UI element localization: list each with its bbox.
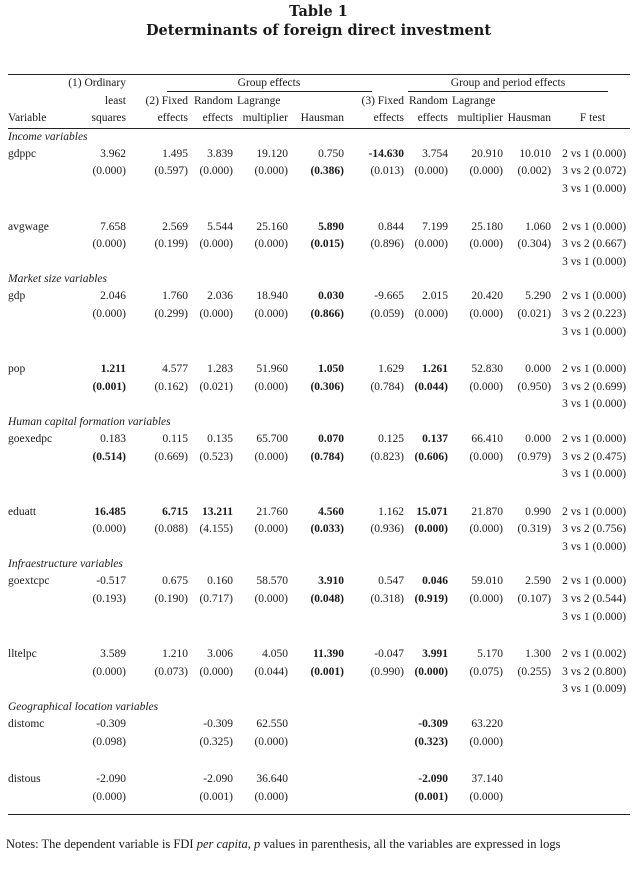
coefficient-cell: 21.870 — [471, 505, 503, 518]
pvalue-cell: (0.597) — [154, 165, 188, 178]
pvalue-row — [8, 734, 630, 752]
pvalue-cell: (0.001) — [92, 380, 126, 393]
pvalue-cell: (0.936) — [370, 523, 404, 536]
pvalue-cell: (0.059) — [370, 307, 404, 320]
pvalue-cell — [348, 734, 408, 752]
pvalue-cell: (0.000) — [469, 165, 503, 178]
variable-name: gdppc — [8, 147, 37, 160]
pvalue-cell: (0.001) — [310, 665, 344, 678]
pvalue-cell: (0.000) — [254, 307, 288, 320]
table-row — [8, 504, 630, 522]
lagrange-gp-header: Lagrange — [452, 94, 496, 107]
coefficient-cell: 52.830 — [471, 363, 503, 376]
group-effects-header: Group effects — [130, 75, 408, 93]
coefficient-cell: 7.658 — [100, 220, 126, 233]
pvalue-cell: (0.514) — [92, 450, 126, 463]
group-period-effects-header: Group and period effects — [408, 75, 555, 93]
pvalue-cell: (0.319) — [517, 523, 552, 536]
coefficient-cell: 19.120 — [256, 147, 288, 160]
pvalue-row — [8, 789, 630, 807]
coefficient-cell: 0.844 — [378, 220, 404, 233]
pvalue-cell: (0.304) — [517, 238, 552, 251]
pvalue-cell: (0.000) — [469, 238, 503, 251]
coefficient-cell: 5.170 — [477, 648, 503, 661]
pvalue-cell — [130, 789, 192, 807]
pvalue-cell: (0.606) — [414, 450, 448, 463]
table-row — [8, 361, 630, 379]
pvalue-cell: (0.033) — [310, 523, 344, 536]
ftest-cell: 3 vs 1 (0.000) — [562, 610, 627, 623]
spacer-row — [8, 341, 630, 361]
results-table — [8, 74, 630, 815]
coefficient-cell: 3.991 — [422, 648, 448, 661]
coefficient-cell: 65.700 — [256, 432, 288, 445]
coefficient-cell: 10.010 — [519, 147, 552, 160]
variable-name: gdp — [8, 290, 26, 303]
table-row — [8, 646, 630, 664]
pvalue-cell: (0.021) — [517, 307, 552, 320]
pvalue-cell: (0.000) — [469, 380, 503, 393]
pvalue-cell: (0.000) — [92, 523, 126, 536]
coefficient-cell — [292, 771, 348, 789]
pvalue-cell: (0.784) — [310, 450, 344, 463]
coefficient-cell: 3.006 — [207, 648, 233, 661]
pvalue-cell: (0.717) — [199, 593, 233, 606]
random-gp-header: Random — [409, 94, 448, 107]
coefficient-cell — [348, 771, 408, 789]
coefficient-cell: 1.211 — [100, 363, 126, 376]
coefficient-cell: 4.577 — [162, 363, 188, 376]
coefficient-cell: 2.015 — [422, 290, 448, 303]
ftest-cell: 3 vs 2 (0.072) — [562, 165, 627, 178]
hausman-header: Hausman — [292, 110, 348, 128]
spacer-row — [8, 484, 630, 504]
variable-name: goexedpc — [8, 432, 53, 445]
pvalue-cell: (0.000) — [199, 165, 233, 178]
ftest-cell: 3 vs 2 (0.699) — [562, 380, 627, 393]
pvalue-cell — [507, 734, 555, 752]
pvalue-cell: (0.000) — [199, 238, 233, 251]
section-row — [8, 271, 630, 288]
pvalue-cell: (0.896) — [370, 238, 404, 251]
coefficient-cell: -9.665 — [374, 290, 404, 303]
pvalue-cell: (0.000) — [254, 790, 288, 803]
ftest-extra-row — [8, 181, 630, 199]
variable-name: eduatt — [8, 505, 37, 518]
coefficient-cell: 37.140 — [471, 773, 503, 786]
table-notes: Notes: The dependent variable is FDI per capita, p values in parenthesis, all the variables are expressed in logs — [6, 837, 561, 851]
table-row — [8, 771, 630, 789]
coefficient-cell: 0.137 — [422, 432, 448, 445]
coefficient-cell: 5.890 — [318, 220, 344, 233]
pvalue-cell: (0.044) — [414, 380, 448, 393]
pvalue-cell: (0.015) — [310, 238, 344, 251]
pvalue-cell: (0.000) — [469, 450, 503, 463]
coefficient-cell: 1.050 — [318, 363, 344, 376]
ftest-cell: 3 vs 2 (0.544) — [562, 593, 627, 606]
coefficient-cell: 62.550 — [256, 718, 288, 731]
coefficient-cell: 16.485 — [94, 505, 126, 518]
coefficient-cell: 0.135 — [207, 432, 233, 445]
pvalue-row — [8, 449, 630, 467]
ols-header-3: squares — [66, 110, 130, 128]
lagrange-group-header: Lagrange — [237, 94, 281, 107]
coefficient-cell: 0.046 — [422, 575, 448, 588]
coefficient-cell: 6.715 — [162, 505, 188, 518]
multiplier-header: multiplier — [452, 110, 507, 128]
pvalue-cell: (0.000) — [469, 307, 503, 320]
pvalue-cell: (0.000) — [254, 523, 288, 536]
ftest-cell: 2 vs 1 (0.000) — [562, 575, 627, 588]
pvalue-cell: (0.044) — [254, 665, 288, 678]
table-row — [8, 219, 630, 237]
coefficient-cell: 1.495 — [162, 147, 188, 160]
coefficient-cell: 1.629 — [378, 363, 404, 376]
pvalue-cell: (0.048) — [310, 593, 344, 606]
pvalue-cell — [292, 734, 348, 752]
pvalue-cell: (0.075) — [469, 665, 503, 678]
section-label: Market size variables — [8, 273, 108, 286]
coefficient-cell: 1.760 — [162, 290, 188, 303]
pvalue-cell: (0.000) — [254, 450, 288, 463]
pvalue-cell: (0.000) — [414, 238, 448, 251]
table-bottom-rule — [8, 806, 630, 815]
coefficient-cell: 5.544 — [207, 220, 233, 233]
coefficient-cell: 0.000 — [525, 432, 552, 445]
coefficient-cell: 21.760 — [256, 505, 288, 518]
pvalue-cell: (0.073) — [154, 665, 188, 678]
ols-header-1: (1) Ordinary — [8, 75, 130, 93]
section-row — [8, 128, 630, 146]
pvalue-cell: (0.255) — [517, 665, 552, 678]
pvalue-cell — [292, 789, 348, 807]
table-title: Table 1 — [289, 3, 348, 20]
coefficient-cell: 63.220 — [471, 718, 503, 731]
section-label: Income variables — [8, 130, 88, 143]
coefficient-cell: 2.036 — [207, 290, 233, 303]
pvalue-row — [8, 379, 630, 397]
pvalue-cell: (0.001) — [199, 790, 233, 803]
pvalue-row — [8, 163, 630, 181]
coefficient-cell: 4.560 — [318, 505, 344, 518]
table-subtitle: Determinants of foreign direct investment — [145, 22, 492, 39]
section-label: Geographical location variables — [8, 701, 159, 714]
coefficient-cell: 0.070 — [318, 432, 344, 445]
ftest-cell: 3 vs 2 (0.756) — [562, 523, 627, 536]
pvalue-cell: (0.001) — [414, 790, 448, 803]
pvalue-cell: (0.088) — [154, 523, 188, 536]
pvalue-cell: (0.523) — [199, 450, 233, 463]
pvalue-cell: (0.000) — [199, 307, 233, 320]
pvalue-cell: (0.000) — [414, 307, 448, 320]
header-row-2 — [8, 93, 630, 111]
ftest-cell: 3 vs 1 (0.009) — [562, 683, 627, 696]
ftest-cell: 2 vs 1 (0.000) — [562, 505, 627, 518]
pvalue-cell: (0.386) — [310, 165, 344, 178]
coefficient-cell: 3.910 — [318, 575, 344, 588]
variable-name: goextcpc — [8, 575, 50, 588]
coefficient-cell — [130, 771, 192, 789]
effects-header: effects — [130, 110, 192, 128]
multiplier-header: multiplier — [237, 110, 292, 128]
pvalue-cell: (0.098) — [92, 735, 126, 748]
coefficient-cell: 51.960 — [256, 363, 288, 376]
pvalue-cell: (0.000) — [92, 165, 126, 178]
spacer-row — [8, 199, 630, 219]
pvalue-cell: (0.000) — [469, 593, 503, 606]
coefficient-cell: 4.050 — [262, 648, 288, 661]
coefficient-cell: 3.754 — [422, 147, 448, 160]
variable-name: distomc — [8, 718, 45, 731]
pvalue-cell — [507, 789, 555, 807]
coefficient-cell: 59.010 — [471, 575, 503, 588]
effects-header: effects — [408, 110, 452, 128]
ftest-cell: 3 vs 1 (0.000) — [562, 255, 627, 268]
table-row — [8, 431, 630, 449]
pvalue-cell: (0.950) — [517, 380, 552, 393]
pvalue-cell: (0.000) — [414, 165, 448, 178]
header-row-3 — [8, 110, 630, 128]
coefficient-cell: 0.750 — [318, 147, 344, 160]
coefficient-cell — [130, 716, 192, 734]
pvalue-cell: (0.190) — [154, 593, 188, 606]
spacer-row — [8, 751, 630, 771]
coefficient-cell: 7.199 — [422, 220, 448, 233]
pvalue-cell: (0.000) — [92, 665, 126, 678]
table-row — [8, 146, 630, 164]
coefficient-cell: 0.030 — [318, 290, 344, 303]
coefficient-cell: 0.125 — [378, 432, 404, 445]
variable-name: pop — [8, 363, 26, 376]
section-row — [8, 699, 630, 716]
ftest-extra-row — [8, 254, 630, 272]
coefficient-cell: 3.589 — [100, 648, 126, 661]
coefficient-cell: -2.090 — [203, 773, 233, 786]
ftest-extra-row — [8, 609, 630, 627]
pvalue-cell: (0.000) — [92, 790, 126, 803]
ftest-extra-row — [8, 324, 630, 342]
coefficient-cell: 11.390 — [313, 648, 344, 661]
coefficient-cell — [507, 771, 555, 789]
ftest-header: F test — [555, 110, 630, 128]
coefficient-cell: -14.630 — [368, 147, 404, 160]
coefficient-cell: 1.300 — [525, 648, 552, 661]
pvalue-cell: (0.669) — [154, 450, 188, 463]
pvalue-row — [8, 521, 630, 539]
coefficient-cell: 58.570 — [256, 575, 288, 588]
section-row — [8, 556, 630, 573]
header-row-1 — [8, 75, 630, 93]
pvalue-cell: (0.784) — [370, 380, 404, 393]
pvalue-cell: (0.000) — [199, 665, 233, 678]
pvalue-cell: (0.866) — [310, 307, 344, 320]
section-row — [8, 414, 630, 431]
hausman-header: Hausman — [507, 110, 555, 128]
variable-name: lltelpc — [8, 648, 37, 661]
ftest-cell: 3 vs 1 (0.000) — [562, 182, 627, 195]
pvalue-row — [8, 306, 630, 324]
pvalue-cell: (0.000) — [469, 735, 503, 748]
coefficient-cell — [348, 716, 408, 734]
coefficient-cell: 1.283 — [207, 363, 233, 376]
coefficient-cell: 0.183 — [100, 432, 126, 445]
pvalue-row — [8, 236, 630, 254]
pvalue-row — [8, 591, 630, 609]
effects-header: effects — [348, 110, 408, 128]
coefficient-cell: 2.569 — [162, 220, 188, 233]
section-label: Infraestructure variables — [8, 558, 123, 571]
spacer-row — [8, 626, 630, 646]
ftest-cell: 3 vs 2 (0.800) — [562, 665, 627, 678]
pvalue-cell — [348, 789, 408, 807]
coefficient-cell: -2.090 — [418, 773, 448, 786]
ftest-cell: 3 vs 1 (0.000) — [562, 325, 627, 338]
table-row — [8, 573, 630, 591]
pvalue-cell: (0.199) — [154, 238, 188, 251]
coefficient-cell: 1.210 — [162, 648, 188, 661]
ftest-cell: 3 vs 2 (0.475) — [562, 450, 627, 463]
coefficient-cell: 1.261 — [422, 363, 448, 376]
coefficient-cell — [507, 716, 555, 734]
ftest-cell: 2 vs 1 (0.000) — [562, 363, 627, 376]
pvalue-cell: (0.979) — [517, 450, 552, 463]
ftest-cell: 3 vs 1 (0.000) — [562, 468, 627, 481]
random-group-header: Random — [194, 94, 233, 107]
coefficient-cell: 25.160 — [256, 220, 288, 233]
pvalue-cell: (0.013) — [370, 165, 404, 178]
coefficient-cell: 0.547 — [378, 575, 404, 588]
table-row — [8, 288, 630, 306]
coefficient-cell: 2.590 — [525, 575, 552, 588]
coefficient-cell: 1.060 — [525, 220, 552, 233]
ftest-cell: 2 vs 1 (0.002) — [562, 648, 627, 661]
coefficient-cell: 5.290 — [525, 290, 552, 303]
ftest-extra-row — [8, 466, 630, 484]
effects-header: effects — [192, 110, 237, 128]
pvalue-cell: (0.000) — [414, 665, 448, 678]
pvalue-cell: (0.823) — [370, 450, 404, 463]
coefficient-cell: 2.046 — [100, 290, 126, 303]
ftest-extra-row — [8, 396, 630, 414]
coefficient-cell: 3.839 — [207, 147, 233, 160]
coefficient-cell: 0.990 — [525, 505, 552, 518]
coefficient-cell: 15.071 — [416, 505, 448, 518]
pvalue-cell — [130, 734, 192, 752]
coefficient-cell: 13.211 — [202, 505, 233, 518]
ftest-cell: 3 vs 2 (0.223) — [562, 307, 627, 320]
ftest-cell: 2 vs 1 (0.000) — [562, 220, 627, 233]
ftest-cell: 2 vs 1 (0.000) — [562, 290, 627, 303]
coefficient-cell: 0.160 — [207, 575, 233, 588]
coefficient-cell: -0.309 — [203, 718, 233, 731]
coefficient-cell: 66.410 — [471, 432, 503, 445]
pvalue-cell: (0.306) — [310, 380, 344, 393]
fixed-gp-header: (3) Fixed — [361, 94, 404, 107]
pvalue-cell: (0.162) — [154, 380, 188, 393]
fixed-group-header: (2) Fixed — [145, 94, 188, 107]
coefficient-cell: 0.675 — [162, 575, 188, 588]
pvalue-cell: (0.000) — [254, 165, 288, 178]
pvalue-cell: (0.002) — [517, 165, 552, 178]
pvalue-cell: (0.325) — [199, 735, 233, 748]
pvalue-cell: (0.193) — [92, 593, 126, 606]
coefficient-cell: -0.309 — [418, 718, 448, 731]
ftest-cell: 3 vs 2 (0.667) — [562, 238, 627, 251]
pvalue-cell: (0.107) — [517, 593, 552, 606]
coefficient-cell: 36.640 — [256, 773, 288, 786]
coefficient-cell: 20.420 — [471, 290, 503, 303]
variable-header: Variable — [8, 110, 66, 128]
pvalue-cell: (0.299) — [154, 307, 188, 320]
table-row — [8, 716, 630, 734]
coefficient-cell: 3.962 — [100, 147, 126, 160]
coefficient-cell: 25.180 — [471, 220, 503, 233]
pvalue-cell: (0.000) — [414, 523, 448, 536]
ols-header-2: least — [104, 94, 126, 107]
coefficient-cell: -2.090 — [96, 773, 126, 786]
ftest-cell: 3 vs 1 (0.000) — [562, 398, 627, 411]
pvalue-cell: (0.000) — [469, 790, 503, 803]
pvalue-cell: (0.318) — [370, 593, 404, 606]
pvalue-cell: (0.000) — [254, 238, 288, 251]
section-label: Human capital formation variables — [8, 415, 171, 428]
pvalue-cell: (0.990) — [370, 665, 404, 678]
pvalue-cell: (0.000) — [254, 735, 288, 748]
pvalue-cell: (0.000) — [469, 523, 503, 536]
coefficient-cell: -0.309 — [96, 718, 126, 731]
ftest-extra-row — [8, 539, 630, 557]
coefficient-cell — [292, 716, 348, 734]
ftest-cell: 2 vs 1 (0.000) — [562, 147, 627, 160]
pvalue-cell: (0.323) — [414, 735, 448, 748]
pvalue-cell: (0.919) — [414, 593, 448, 606]
variable-name: avgwage — [8, 220, 49, 233]
pvalue-cell: (4.155) — [199, 523, 233, 536]
pvalue-cell: (0.000) — [92, 238, 126, 251]
coefficient-cell: 1.162 — [378, 505, 404, 518]
pvalue-cell: (0.000) — [254, 380, 288, 393]
ftest-cell: 3 vs 1 (0.000) — [562, 540, 627, 553]
coefficient-cell: 18.940 — [256, 290, 288, 303]
coefficient-cell: 20.910 — [471, 147, 503, 160]
pvalue-row — [8, 664, 630, 682]
coefficient-cell: -0.517 — [96, 575, 126, 588]
coefficient-cell: 0.000 — [525, 363, 552, 376]
ftest-extra-row — [8, 681, 630, 699]
ftest-cell: 2 vs 1 (0.000) — [562, 432, 627, 445]
pvalue-cell: (0.021) — [199, 380, 233, 393]
coefficient-cell: -0.047 — [374, 648, 404, 661]
pvalue-cell: (0.000) — [254, 593, 288, 606]
pvalue-cell: (0.000) — [92, 307, 126, 320]
coefficient-cell: 0.115 — [162, 432, 188, 445]
variable-name: distous — [8, 773, 41, 786]
